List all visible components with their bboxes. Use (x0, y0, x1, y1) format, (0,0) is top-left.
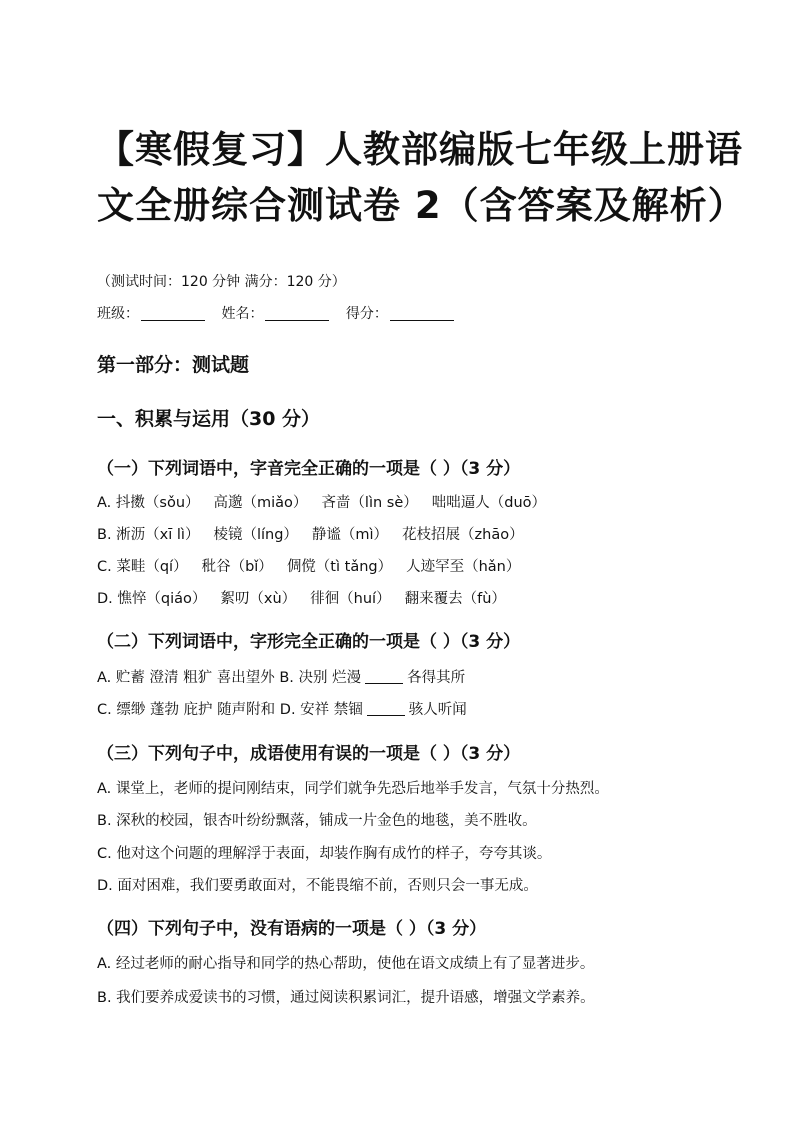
q2-options-cd: C. 缥缈 蓬勃 庇护 随声附和 D. 安祥 禁锢 骇人听闻 (97, 702, 467, 718)
q3-option-b: B. 深秋的校园，银杏叶纷纷飘落，铺成一片金色的地毯，美不胜收。 (97, 813, 537, 829)
name-blank (265, 306, 329, 321)
q3-option-d: D. 面对困难，我们要勇敢面对，不能畏缩不前，否则只会一事无成。 (97, 878, 538, 894)
name-label: 姓名： (221, 306, 264, 322)
q4-option-a: A. 经过老师的耐心指导和同学的热心帮助，使他在语文成绩上有了显著进步。 (97, 956, 595, 972)
score-label: 得分： (345, 306, 388, 322)
score-blank (390, 306, 454, 321)
q3-option-a: A. 课堂上，老师的提问刚结束，同学们就争先恐后地举手发言，气氛十分热烈。 (97, 781, 609, 797)
question-1-heading: （一）下列词语中，字音完全正确的一项是（ ）（3 分） (97, 459, 521, 479)
student-info-row (97, 303, 456, 323)
q4-option-b: B. 我们要养成爱读书的习惯，通过阅读积累词汇，提升语感，增强文学素养。 (97, 990, 595, 1006)
q1-option-b: B. 淅沥（xī lì） 棱镜（líng） 静谧（mì） 花枝招展（zhāo） (97, 527, 524, 543)
question-2-heading: （二）下列词语中，字形完全正确的一项是（ ）（3 分） (97, 632, 521, 652)
section-heading: 一、积累与运用（30 分） (97, 408, 321, 430)
document-title-line-1: 【寒假复习】人教部编版七年级上册语 (97, 128, 743, 171)
q1-option-d: D. 憔悴（qiáo） 絮叨（xù） 徘徊（huí） 翻来覆去（fù） (97, 591, 506, 607)
question-3-heading: （三）下列句子中，成语使用有误的一项是（ ）（3 分） (97, 744, 521, 764)
q1-option-a: A. 抖擞（sǒu） 高邈（miǎo） 吝啬（lìn sè） 咄咄逼人（duō） (97, 495, 547, 511)
fill-blank (367, 702, 405, 716)
part-heading: 第一部分：测试题 (97, 354, 250, 376)
q3-option-c: C. 他对这个问题的理解浮于表面，却装作胸有成竹的样子，夸夸其谈。 (97, 846, 552, 862)
q2-options-ab: A. 贮蓄 澄清 粗犷 喜出望外 B. 决别 烂漫 各得其所 (97, 670, 466, 686)
fill-blank (365, 670, 403, 684)
class-label: 班级： (97, 306, 139, 322)
q1-option-c: C. 菜畦（qí） 秕谷（bǐ） 倜傥（tì tǎng） 人迹罕至（hǎn） (97, 559, 521, 575)
document-title-line-2: 文全册综合测试卷 2（含答案及解析） (97, 184, 746, 227)
test-time-info: （测试时间：120 分钟 满分：120 分） (97, 274, 346, 290)
question-4-heading: （四）下列句子中，没有语病的一项是（ ）（3 分） (97, 919, 487, 939)
class-blank (141, 306, 205, 321)
